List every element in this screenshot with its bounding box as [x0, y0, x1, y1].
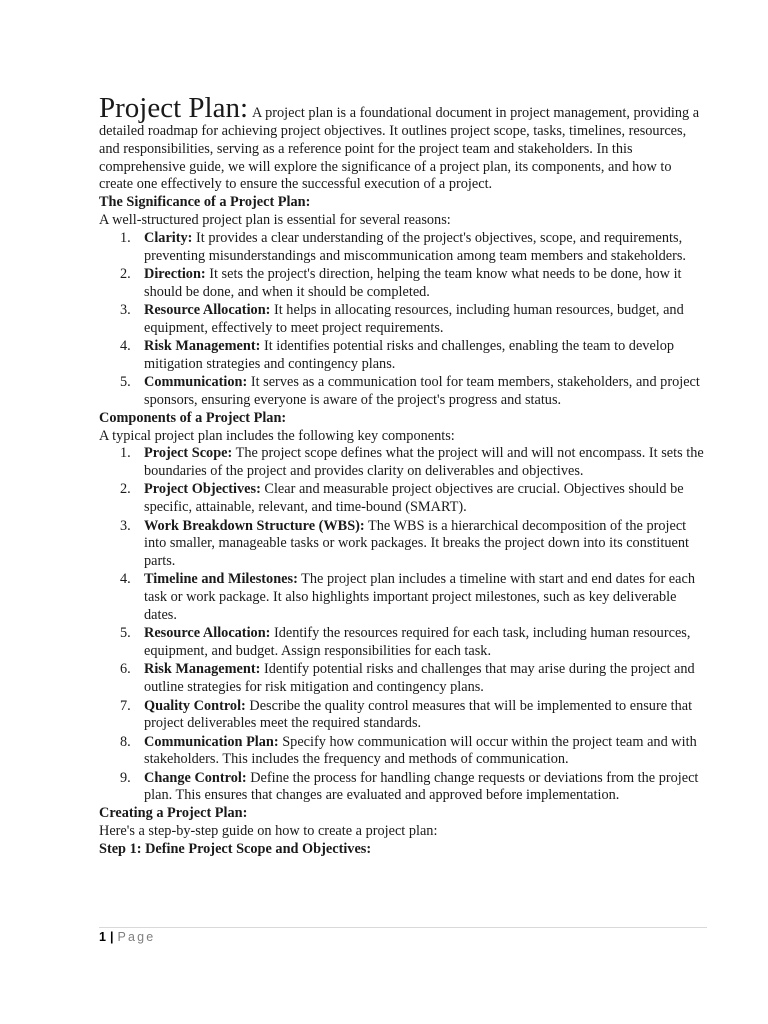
sections-container [99, 194, 707, 841]
list-item [120, 265, 707, 302]
list-item-number: 7. [120, 697, 131, 714]
list-item [120, 481, 707, 517]
list-item-text: Identify potential risks and challenges that may arise during the project and outline strategies for risk mitigation and contingency plans. [144, 661, 695, 696]
list-item-term: Project Scope: [144, 445, 233, 462]
footer-separator: | [109, 930, 114, 944]
list-item [120, 733, 707, 770]
footer-divider [99, 927, 707, 928]
list-item [120, 445, 707, 481]
list-item-number: 8. [120, 733, 131, 750]
section-lead-text: Here's a step-by-step guide on how to create a project plan: [99, 823, 438, 840]
page-footer [99, 929, 155, 945]
list-item-term: Work Breakdown Structure (WBS): [144, 517, 365, 534]
section-heading: Creating a Project Plan: [99, 805, 248, 822]
list-item [120, 374, 707, 410]
list-item-text: Identify the resources required for each task, including human resources, equipment, and budget. Assign responsibilities for each task. [144, 625, 691, 660]
list-item-text: Clear and measurable project objectives are crucial. Objectives should be specific, attainable, relevant, and time-bound (SMART). [144, 481, 684, 516]
list-item-number: 4. [120, 571, 131, 588]
list-item-text: It serves as a communication tool for team members, stakeholders, and project sponsors, ensuring everyone is aware of the project's progress and status. [144, 374, 700, 408]
list-item-number: 2. [120, 265, 131, 282]
list-item-text: It identifies potential risks and challenges, enabling the team to develop mitigation strategies and contingency plans. [144, 338, 675, 372]
list-item-number: 9. [120, 769, 131, 786]
list-item [120, 661, 707, 697]
list-item-term: Project Objectives: [144, 481, 261, 498]
list-item-term: Resource Allocation: [144, 625, 271, 642]
list-item [120, 517, 707, 571]
list-item-text: Specify how communication will occur within the project team and with stakeholders. This includes the frequency and methods of communication. [144, 733, 697, 768]
numbered-list [99, 230, 707, 410]
list-item [120, 338, 707, 374]
section-lead-text: A typical project plan includes the following key components: [99, 427, 455, 444]
list-item-text: The project scope defines what the project will and will not encompass. It sets the boundaries of the project and provides clarity on deliverables and objectives. [144, 445, 704, 480]
list-item-term: Timeline and Milestones: [144, 571, 298, 588]
section-lead-text: A well-structured project plan is essential for several reasons: [99, 211, 451, 228]
list-item-term: Quality Control: [144, 697, 246, 714]
intro-text: A project plan is a foundational document in project management, providing a detailed roadmap for achieving project objectives. It outlines project scope, tasks, timelines, resources, and responsibilities, serving as a reference point for the project team and stakeholders. In this comprehensive guide, we will explore the significance of a project plan, its components, and how to create one effectively to ensure the successful execution of a project. [99, 105, 700, 193]
list-item-term: Risk Management: [144, 338, 261, 355]
list-item [120, 301, 707, 338]
list-item-number: 2. [120, 481, 131, 498]
page-label: Page [117, 930, 156, 944]
section-heading: Components of a Project Plan: [99, 409, 287, 426]
list-item-number: 1. [120, 229, 131, 246]
list-item-number: 3. [120, 517, 131, 534]
document-body [99, 93, 707, 859]
list-item-term: Communication: [144, 374, 248, 391]
list-item-number: 5. [120, 374, 131, 391]
title-paragraph [99, 93, 707, 194]
list-item-term: Direction: [144, 265, 206, 282]
list-item-text: Describe the quality control measures that will be implemented to ensure that project deliverables meet the required standards. [144, 697, 693, 732]
section-heading: The Significance of a Project Plan: [99, 194, 311, 211]
list-item-text: Define the process for handling change requests or deviations from the project plan. This ensures that changes are evaluated and approved before implementation. [144, 769, 699, 804]
list-item [120, 571, 707, 624]
list-item-term: Change Control: [144, 769, 247, 786]
list-item-term: Risk Management: [144, 661, 261, 678]
list-item-term: Resource Allocation: [144, 301, 271, 318]
list-item [120, 769, 707, 806]
list-item [120, 229, 707, 266]
list-item-text: It provides a clear understanding of the project's objectives, scope, and requirements, preventing misunderstandings and miscommunication among team members and stakeholders. [144, 229, 686, 264]
numbered-list [99, 445, 707, 805]
list-item-text: It helps in allocating resources, including human resources, budget, and equipment, effectively to meet project requirements. [144, 301, 684, 336]
list-item [120, 697, 707, 734]
list-item-number: 4. [120, 338, 131, 355]
document-title: Project Plan: [99, 92, 249, 124]
list-item [120, 625, 707, 661]
list-item-text: The project plan includes a timeline with start and end dates for each task or work package. It also highlights important project milestones, such as key deliverable dates. [144, 571, 695, 624]
list-item-number: 3. [120, 301, 131, 318]
page-number: 1 [99, 930, 106, 944]
list-item-number: 5. [120, 625, 131, 642]
list-item-number: 6. [120, 661, 131, 678]
list-item-number: 1. [120, 445, 131, 462]
list-item-term: Clarity: [144, 229, 193, 246]
list-item-text: The WBS is a hierarchical decomposition of the project into smaller, manageable tasks or work packages. It breaks the project down into its constituent parts. [144, 517, 689, 570]
step-heading: Step 1: Define Project Scope and Objectives: [99, 840, 372, 857]
list-item-text: It sets the project's direction, helping the team know what needs to be done, how it should be done, and when it should be completed. [144, 265, 682, 300]
list-item-term: Communication Plan: [144, 733, 279, 750]
